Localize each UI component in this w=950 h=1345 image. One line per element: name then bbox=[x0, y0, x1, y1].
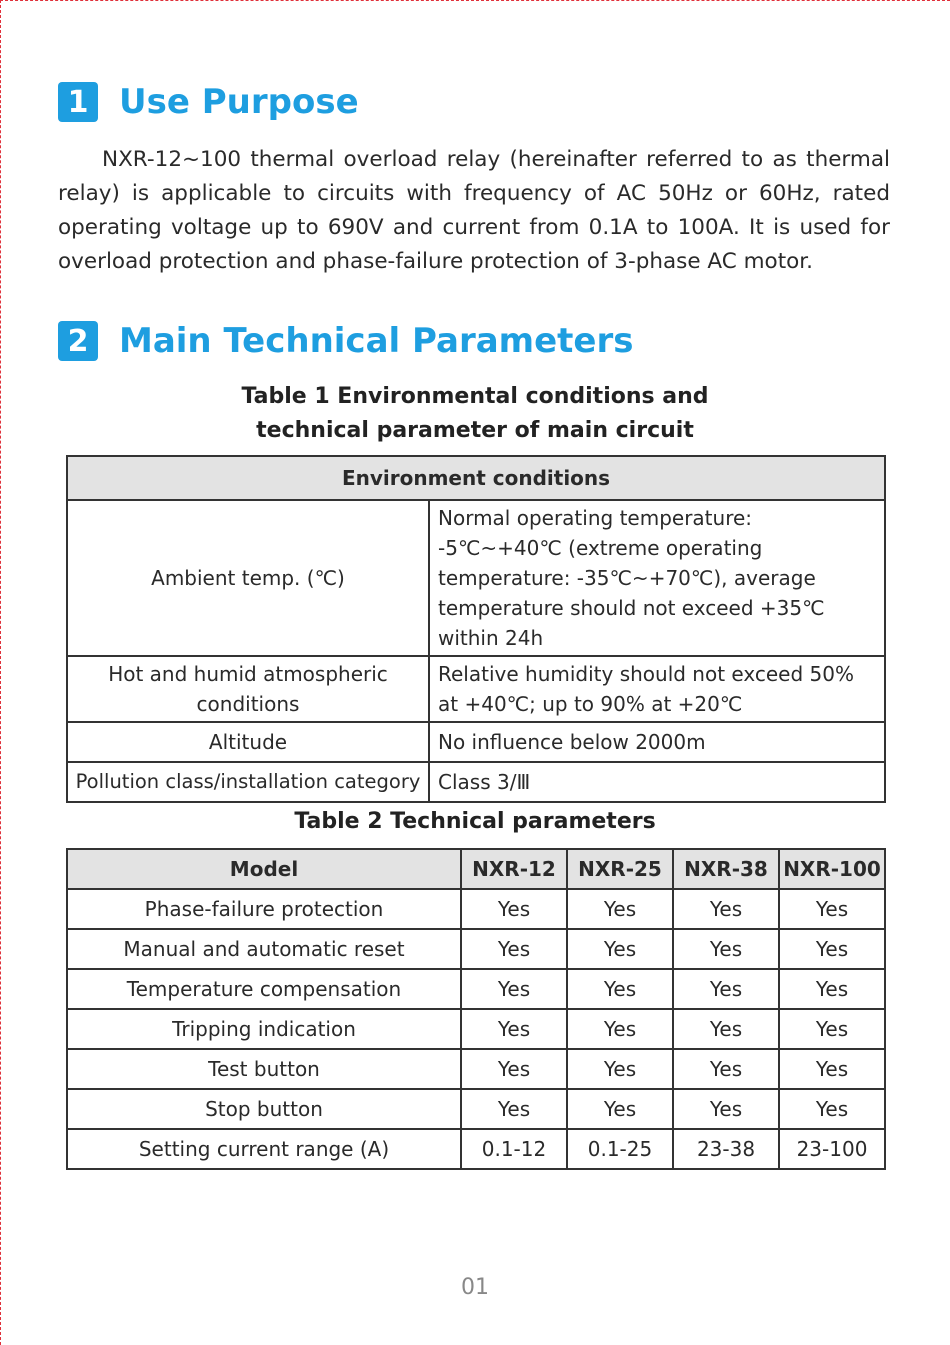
table-cell: Yes bbox=[779, 889, 885, 929]
table-cell: Phase-failure protection bbox=[67, 889, 461, 929]
table-cell: Tripping indication bbox=[67, 1009, 461, 1049]
table-row bbox=[67, 762, 885, 802]
header-nxr-38: NXR-38 bbox=[673, 849, 779, 889]
table-row bbox=[67, 500, 885, 656]
table-cell: Yes bbox=[567, 1009, 673, 1049]
table-cell: Yes bbox=[779, 1089, 885, 1129]
table-cell-value: Class 3/Ⅲ bbox=[429, 762, 885, 802]
page-border-top bbox=[0, 0, 950, 1]
table-cell-label: Ambient temp. (℃) bbox=[67, 500, 429, 656]
table-cell: Yes bbox=[461, 929, 567, 969]
table-row bbox=[67, 722, 885, 762]
table-cell: Temperature compensation bbox=[67, 969, 461, 1009]
section-number-badge: 1 bbox=[58, 82, 98, 122]
section-title: Use Purpose bbox=[119, 82, 359, 122]
table-row bbox=[67, 1129, 885, 1169]
table-cell: Yes bbox=[779, 929, 885, 969]
section-use-purpose bbox=[58, 82, 359, 122]
table-cell: Yes bbox=[673, 1009, 779, 1049]
technical-parameters-table bbox=[66, 848, 886, 1170]
table-cell: 0.1-12 bbox=[461, 1129, 567, 1169]
section-number-badge: 2 bbox=[58, 321, 98, 361]
header-nxr-100: NXR-100 bbox=[779, 849, 885, 889]
table-cell-value: Normal operating temperature: -5℃~+40℃ (extreme operating temperature: -35℃~+70℃), average temperature should not exceed +35℃ within 24h bbox=[429, 500, 885, 656]
table-cell: 23-38 bbox=[673, 1129, 779, 1169]
table-cell: Yes bbox=[461, 1089, 567, 1129]
page-number: 01 bbox=[461, 1275, 489, 1300]
table-row bbox=[67, 889, 885, 929]
table-cell: Yes bbox=[567, 969, 673, 1009]
page-border-left bbox=[0, 0, 1, 1345]
header-nxr-12: NXR-12 bbox=[461, 849, 567, 889]
section-title: Main Technical Parameters bbox=[119, 321, 634, 361]
table-cell: Yes bbox=[567, 929, 673, 969]
table-cell: Test button bbox=[67, 1049, 461, 1089]
header-nxr-25: NXR-25 bbox=[567, 849, 673, 889]
section-main-technical-parameters bbox=[58, 321, 633, 361]
table-cell: Yes bbox=[779, 1009, 885, 1049]
table-cell: Yes bbox=[567, 889, 673, 929]
table-cell: Yes bbox=[673, 1089, 779, 1129]
environment-conditions-table bbox=[66, 455, 886, 803]
table-cell: Yes bbox=[779, 1049, 885, 1089]
table-cell: Stop button bbox=[67, 1089, 461, 1129]
table-cell: Yes bbox=[567, 1089, 673, 1129]
table-cell: Yes bbox=[461, 889, 567, 929]
table-row bbox=[67, 929, 885, 969]
table-cell-label: Altitude bbox=[67, 722, 429, 762]
table-cell: Yes bbox=[567, 1049, 673, 1089]
table-row bbox=[67, 1089, 885, 1129]
table-cell: Yes bbox=[673, 969, 779, 1009]
table-cell: Setting current range (A) bbox=[67, 1129, 461, 1169]
table-row bbox=[67, 1009, 885, 1049]
table1-caption-line1: Table 1 Environmental conditions and bbox=[241, 384, 709, 409]
table-cell: 23-100 bbox=[779, 1129, 885, 1169]
table-cell: Yes bbox=[673, 1049, 779, 1089]
table-cell: Yes bbox=[673, 889, 779, 929]
table-cell: Manual and automatic reset bbox=[67, 929, 461, 969]
table-cell-label: Hot and humid atmospheric conditions bbox=[67, 656, 429, 722]
table-row bbox=[67, 1049, 885, 1089]
table-row bbox=[67, 656, 885, 722]
table-cell-label: Pollution class/installation category bbox=[67, 762, 429, 802]
table-cell-value: No influence below 2000m bbox=[429, 722, 885, 762]
table-cell: 0.1-25 bbox=[567, 1129, 673, 1169]
table-cell: Yes bbox=[461, 1049, 567, 1089]
table2-caption: Table 2 Technical parameters bbox=[294, 809, 656, 834]
table-row bbox=[67, 969, 885, 1009]
table-cell: Yes bbox=[461, 969, 567, 1009]
table-header-row bbox=[67, 456, 885, 500]
table-cell-value: Relative humidity should not exceed 50% at +40℃; up to 90% at +20℃ bbox=[429, 656, 885, 722]
table-header-row bbox=[67, 849, 885, 889]
table-cell: Yes bbox=[779, 969, 885, 1009]
table-cell: Yes bbox=[461, 1009, 567, 1049]
table-cell: Yes bbox=[673, 929, 779, 969]
use-purpose-paragraph: NXR-12~100 thermal overload relay (hereinafter referred to as thermal relay) is applicable to circuits with frequency of AC 50Hz or 60Hz, rated operating voltage up to 690V and current from 0.1A to 100A. It is used for overload protection and phase-failure protection of 3-phase AC motor. bbox=[58, 147, 890, 274]
table-header-cell: Environment conditions bbox=[67, 456, 885, 500]
header-model: Model bbox=[67, 849, 461, 889]
table1-caption bbox=[66, 380, 884, 448]
table1-caption-line2: technical parameter of main circuit bbox=[256, 418, 694, 443]
